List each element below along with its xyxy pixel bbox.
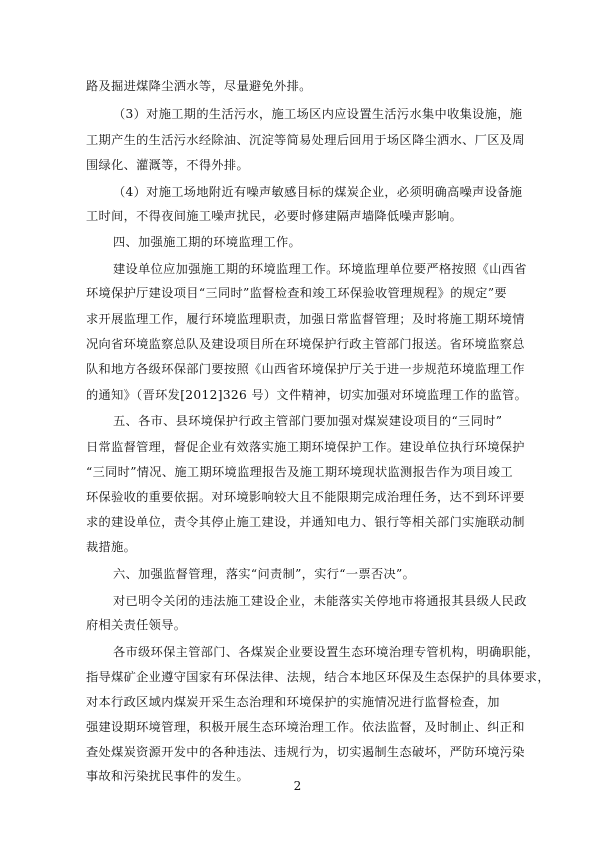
- text-line: 日常监督管理，督促企业有效落实施工期环境保护工作。建设单位执行环境保护: [86, 440, 525, 454]
- text-line: 指导煤矿企业遵守国家有环保法律、法规，结合本地区环保及生态保护的具体要求，: [86, 670, 550, 684]
- page-number: 2: [293, 779, 302, 793]
- text-line: 围绿化、灌溉等，不得外排。: [86, 158, 249, 172]
- text-line: 工期产生的生活污水经除油、沉淀等简易处理后回用于场区降尘洒水、厂区及周: [86, 133, 525, 147]
- text-line: 环保验收的重要依据。对环境影响较大且不能限期完成治理任务，达不到环评要: [86, 490, 525, 504]
- text-line: 事故和污染扰民事件的发生。: [86, 769, 249, 783]
- text-line: 对已明令关闭的违法施工建设企业，未能落实关停地市将通报其县级人民政: [113, 594, 527, 608]
- section-heading: 四、加强施工期的环境监理工作。: [113, 235, 302, 249]
- text-line: 五、各市、县环境保护行政主管部门要加强对煤炭建设项目的“三同时”: [113, 414, 503, 428]
- text-line: 建设单位应加强施工期的环境监理工作。环境监理单位要严格按照《山西省: [113, 262, 527, 276]
- text-line: “三同时”情况、施工期环境监理报告及施工期环境现状监测报告作为项目竣工: [86, 465, 513, 479]
- text-line: （3）对施工期的生活污水，施工场区内应设置生活污水集中收集设施，施: [113, 107, 523, 121]
- text-line: 对本行政区域内煤炭开采生态治理和环境保护的实施情况进行监督检查，加: [86, 695, 500, 709]
- section-heading: 六、加强监督管理，落实“问责制”，实行“一票否决”。: [113, 567, 416, 581]
- text-line: 求开展监理工作，履行环境监理职责，加强日常监督管理；及时将施工期环境情: [86, 312, 525, 326]
- text-line: （4）对施工场地附近有噪声敏感目标的煤炭企业，必须明确高噪声设备施: [113, 185, 523, 199]
- text-line: 队和地方各级环保部门要按照《山西省环境保护厅关于进一步规范环境监理工作: [86, 362, 525, 376]
- text-line: 的通知》（晋环发[2012]326 号）文件精神，切实加强对环境监理工作的监管。: [86, 388, 528, 402]
- text-line: 各市级环保主管部门、各煤炭企业要设置生态环境治理专管机构，明确职能，: [113, 645, 540, 659]
- text-line: 强建设期环境管理，积极开展生态环境治理工作。依法监督，及时制止、纠正和: [86, 720, 525, 734]
- text-line: 查处煤炭资源开发中的各种违法、违规行为，切实遏制生态破坏，严防环境污染: [86, 745, 525, 759]
- text-line: 况向省环境监察总队及建设项目所在环境保护行政主管部门报送。省环境监察总: [86, 337, 525, 351]
- text-line: 府相关责任领导。: [86, 618, 187, 632]
- text-line: 工时间，不得夜间施工噪声扰民，必要时修建隔声墙降低噪声影响。: [86, 209, 463, 223]
- text-line: 路及掘进煤降尘洒水等，尽量避免外排。: [86, 79, 312, 93]
- text-line: 环境保护厅建设项目“三同时”监督检查和竣工环保验收管理规程》的规定”要: [86, 286, 507, 300]
- text-line: 裁措施。: [86, 540, 137, 554]
- text-line: 求的建设单位，责令其停止施工建设，并通知电力、银行等相关部门实施联动制: [86, 515, 525, 529]
